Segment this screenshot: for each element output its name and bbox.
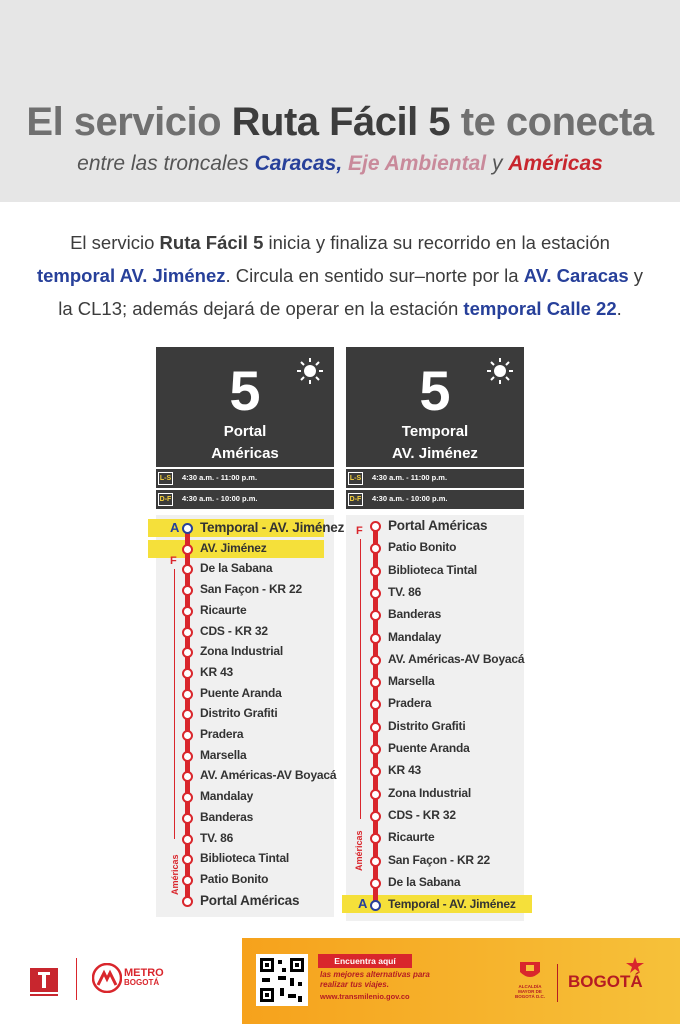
- page-title: El servicio Ruta Fácil 5 te conecta: [26, 100, 654, 144]
- stop-dot: [370, 856, 381, 867]
- divider: [76, 958, 77, 1000]
- stop-name: Ricaurte: [200, 602, 247, 617]
- stop-dot: [370, 677, 381, 688]
- letter-f: F: [170, 555, 177, 567]
- encuentra-label: Encuentra aquí: [318, 954, 412, 968]
- stop-name: Portal Américas: [200, 892, 300, 908]
- stop-dot: [370, 610, 381, 621]
- route-card-temporal-av-jimenez: [346, 347, 524, 921]
- alcaldia-shield-icon: [518, 960, 542, 980]
- stop-dot: [182, 523, 193, 534]
- stop-name: AV. Américas-AV Boyacá: [200, 768, 337, 783]
- stop-name: Biblioteca Tintal: [200, 851, 290, 866]
- schedule-row: L-S 4:30 a.m. - 11:00 p.m.: [156, 469, 334, 488]
- americas-label: Américas: [354, 830, 364, 871]
- transmilenio-logo-icon: [30, 962, 60, 998]
- stop-name: De la Sabana: [388, 874, 461, 889]
- stop-dot: [182, 834, 193, 845]
- divider: [557, 964, 558, 1002]
- stop-dot: [370, 833, 381, 844]
- letter-a: A: [358, 896, 368, 911]
- stop-name: Distrito Grafiti: [388, 718, 466, 733]
- stop-dot: [370, 521, 381, 532]
- stop-name: Temporal - AV. Jiménez: [388, 897, 516, 912]
- stop-name: San Façon - KR 22: [388, 852, 490, 867]
- website-link[interactable]: www.transmilenio.gov.co: [320, 992, 410, 1001]
- footer: [0, 936, 680, 1024]
- stop-dot: [370, 566, 381, 577]
- stop-name: Puente Aranda: [388, 741, 470, 755]
- stop-name: Banderas: [388, 607, 442, 622]
- stop-dot: [182, 813, 193, 824]
- stop-name: KR 43: [388, 763, 422, 778]
- card-header: [156, 347, 334, 467]
- intro-text: El servicio Ruta Fácil 5 inicia y finaliza su recorrido en la estación temporal AV. Jiménez. Circula en sentido sur–norte por la AV. Caracas y la CL13; además dejará de operar en la estación temporal Calle 22.: [36, 232, 644, 319]
- stop-name: Distrito Grafiti: [200, 706, 278, 721]
- stop-name: Temporal - AV. Jiménez: [200, 520, 345, 535]
- stop-dot: [182, 689, 193, 700]
- stop-dot: [182, 564, 193, 575]
- route-line: [373, 523, 378, 901]
- card-header: [346, 347, 524, 467]
- stop-name: TV. 86: [388, 584, 422, 599]
- stop-dot: [182, 751, 193, 762]
- stop-dot: [182, 544, 193, 555]
- stop-dot: [370, 543, 381, 554]
- stop-dot: [182, 627, 193, 638]
- stop-name: Puente Aranda: [200, 685, 282, 700]
- stop-dot: [182, 792, 193, 803]
- stop-dot: [182, 771, 193, 782]
- stop-dot: [182, 854, 193, 865]
- stop-name: KR 43: [200, 664, 234, 679]
- stop-name: Patio Bonito: [200, 871, 269, 886]
- stop-list: [346, 515, 524, 921]
- stop-dot: [182, 730, 193, 741]
- stop-dot: [370, 878, 381, 889]
- stop-dot: [182, 585, 193, 596]
- stop-dot: [370, 766, 381, 777]
- stop-name: Marsella: [388, 674, 435, 689]
- route-destination: Portal Américas: [211, 423, 279, 462]
- schedule-row: D-F 4:30 a.m. - 10:00 p.m.: [156, 490, 334, 509]
- stop-dot: [370, 744, 381, 755]
- stop-dot: [182, 875, 193, 886]
- star-icon: [624, 956, 646, 974]
- stop-name: Zona Industrial: [200, 644, 284, 659]
- stop-name: Mandalay: [200, 789, 254, 804]
- stop-dot: [370, 722, 381, 733]
- stop-name: Zona Industrial: [388, 785, 472, 800]
- metro-bogota-text: METRO BOGOTÁ: [124, 967, 164, 987]
- stop-name: AV. Jiménez: [200, 540, 267, 555]
- stop-dot: [182, 606, 193, 617]
- qr-code-icon: [256, 954, 308, 1006]
- stop-name: Marsella: [200, 747, 247, 762]
- route-destination: Temporal AV. Jiménez: [392, 423, 478, 462]
- stop-name: Patio Bonito: [388, 540, 457, 555]
- schedule-row: L-S 4:30 a.m. - 11:00 p.m.: [346, 469, 524, 488]
- stop-name: Pradera: [200, 727, 244, 741]
- stop-name: Ricaurte: [388, 830, 435, 845]
- stop-dot: [370, 699, 381, 710]
- stop-name: AV. Américas-AV Boyacá: [388, 651, 525, 666]
- stop-name: CDS - KR 32: [200, 623, 268, 638]
- f-line: [360, 539, 361, 819]
- letter-f: F: [356, 525, 363, 537]
- stop-name: De la Sabana: [200, 561, 273, 576]
- stop-name: San Façon - KR 22: [200, 582, 302, 597]
- stop-dot: [370, 633, 381, 644]
- stop-dot: [182, 709, 193, 720]
- route-number: 5: [419, 359, 451, 422]
- encuentra-text: las mejores alternativas para realizar tus viajes.: [320, 970, 430, 989]
- page-subtitle: entre las troncales Caracas, Eje Ambiental y Américas: [77, 152, 603, 175]
- stop-name: Mandalay: [388, 629, 442, 644]
- route-card-portal-americas: [156, 347, 345, 917]
- stop-name: Pradera: [388, 696, 432, 711]
- letter-a: A: [170, 520, 180, 535]
- stop-dot: [182, 896, 193, 907]
- schedule-row: D-F 4:30 a.m. - 10:00 p.m.: [346, 490, 524, 509]
- stop-dot: [370, 588, 381, 599]
- route-number: 5: [229, 359, 261, 422]
- americas-label: Américas: [170, 854, 180, 895]
- stop-dot: [370, 811, 381, 822]
- bogota-logo-text: BOGOTÁ: [568, 972, 643, 991]
- stop-name: Portal Américas: [388, 518, 488, 533]
- stop-dot: [182, 668, 193, 679]
- stop-dot: [370, 789, 381, 800]
- f-line: [174, 569, 175, 839]
- stop-dot: [370, 655, 381, 666]
- stop-name: CDS - KR 32: [388, 807, 456, 822]
- stop-list: [156, 515, 345, 917]
- alcaldia-text: ALCALDÍA MAYOR DE BOGOTÁ D.C.: [515, 984, 545, 999]
- stop-name: Biblioteca Tintal: [388, 562, 478, 577]
- stop-name: Banderas: [200, 809, 254, 824]
- stop-dot: [182, 647, 193, 658]
- metro-logo-icon: [92, 963, 122, 993]
- stop-name: TV. 86: [200, 830, 234, 845]
